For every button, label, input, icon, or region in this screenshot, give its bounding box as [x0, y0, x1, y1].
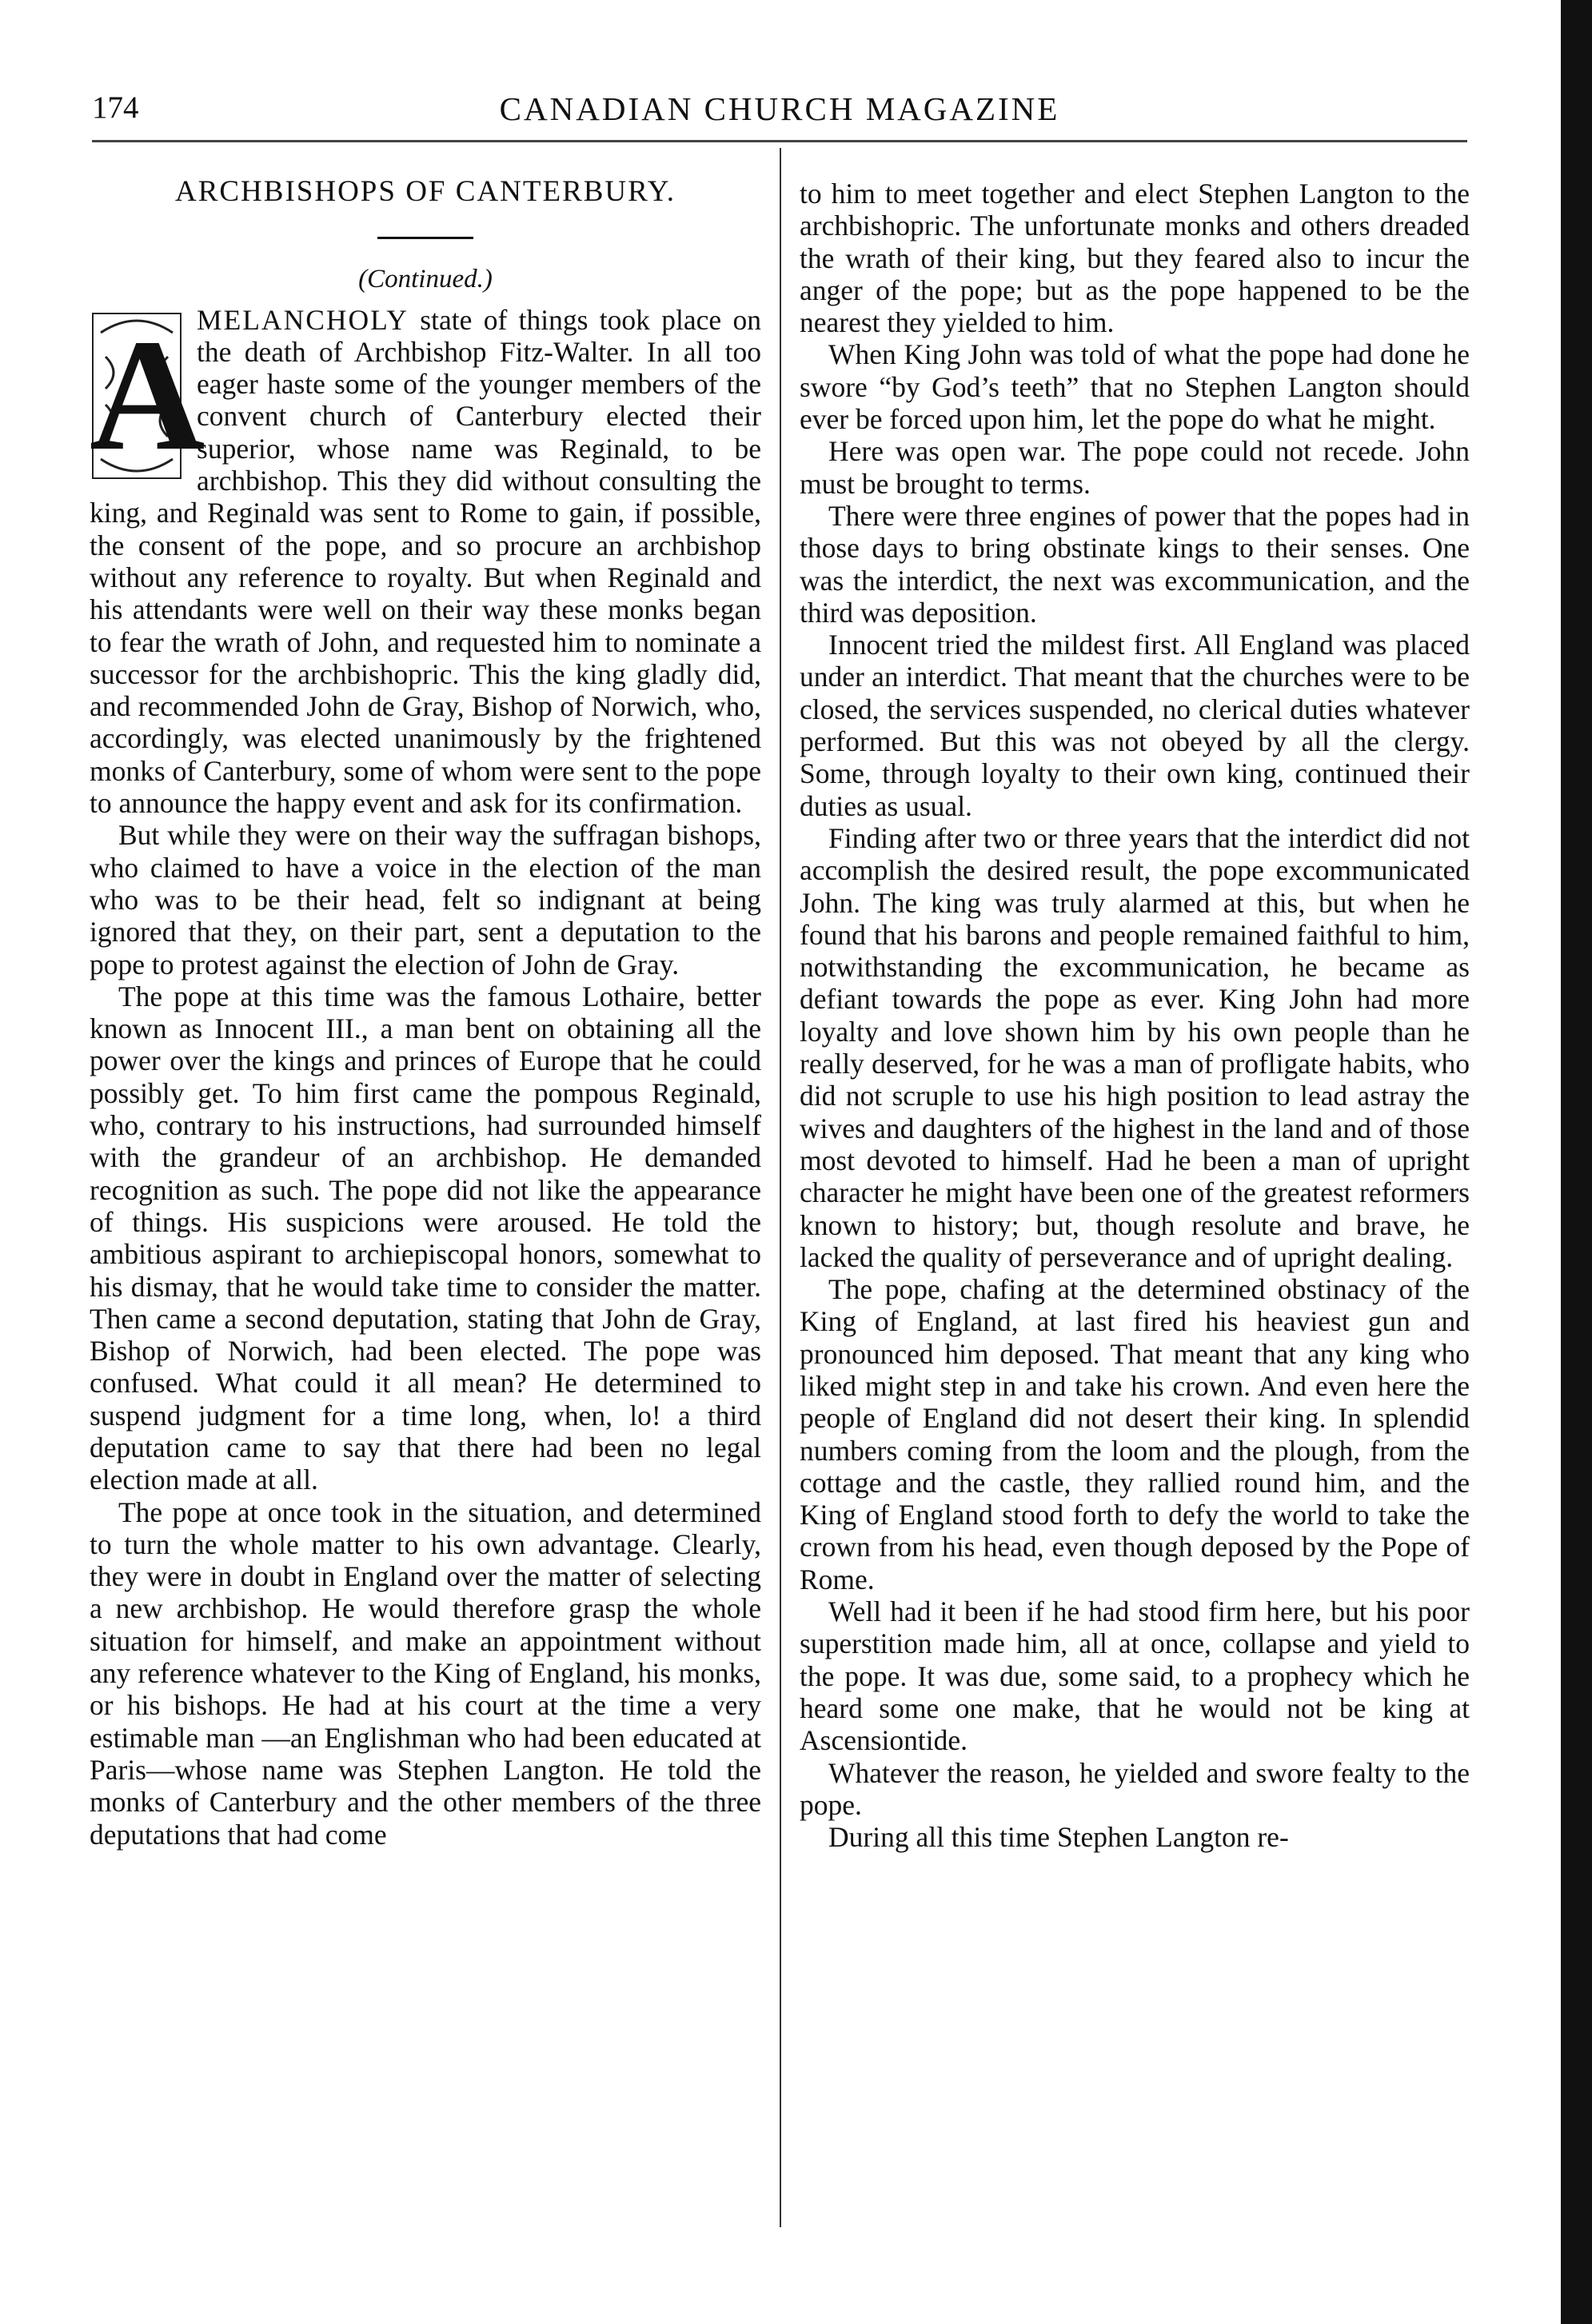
title-rule [377, 237, 473, 239]
page-number: 174 [92, 90, 139, 125]
page-header [92, 90, 1467, 138]
right-paragraph-10: During all this time Stephen Langton re- [828, 1821, 1289, 1854]
right-column [800, 178, 1470, 1853]
opening-word: MELANCHOLY [197, 303, 409, 336]
left-column [90, 168, 761, 1851]
article-title: ARCHBISHOPS OF CANTERBURY. [174, 175, 676, 208]
left-paragraph-3: The pope at once took in the situation, and determined to turn the whole matter to his own advantage. Clearly, they were in doubt in England over the matter of selecting a new archbishop. He would therefore grasp the whole situation for himself, and make an appointment without any reference whatever to the King of England, his monks, or his bishops. He had at his court at the time a very estimable man —an Englishman who had been educated at Paris—whose name was Stephen Langton. He told the monks of Canterbury and the other members of the three deputations that had come [90, 1495, 761, 1851]
opening-paragraph-text: state of things took place on the death of Archbishop Fitz-Walter. In all too eager haste some of the younger members of the convent church of Canterbury elected their superior, whose name was Reginald, to be archbishop. This they did without consulting the king, and Reginald was sent to Rome to gain, if possible, the consent of the pope, and so procure an archbishop without any reference to royalty. But when Reginald and his attendants were well on their way these monks began to fear the wrath of John, and requested him to nominate a successor for the archbishopric. This the king gladly did, and recommended John de Gray, Bishop of Norwich, who, accordingly, was elected unanimously by the frightened monks of Canterbury, some of whom were sent to the pope to announce the happy event and ask for its confirmation. [90, 303, 761, 820]
left-paragraph-1: But while they were on their way the suffragan bishops, who claimed to have a voice in the election of the man who was to be their head, felt so indignant at being ignored that they, on their part, sent a deputation to the pope to protest against the election of John de Gray. [90, 819, 761, 980]
continued-note: (Continued.) [358, 265, 493, 294]
right-paragraph-7: The pope, chafing at the determined obstinacy of the King of England, at last fired his heaviest gun and pronounced him deposed. That meant that any king who liked might step in and take his crown. And even here the people of England did not desert their king. In splendid numbers coming from the loom and the plough, from the cottage and the castle, they rallied round him, and the King of England stood forth to defy the world to take the crown from his head, even though deposed by the Pope of Rome. [800, 1273, 1470, 1595]
column-divider [780, 148, 781, 2227]
right-paragraph-5: Innocent tried the mildest first. All England was placed under an interdict. That meant that the churches were to be closed, the services suspended, no clerical duties whatever performed. But this was not obeyed by all the clergy. Some, through loyalty to their own king, continued their duties as usual. [800, 629, 1470, 822]
header-rule [92, 140, 1467, 142]
right-paragraph-6: Finding after two or three years that the interdict did not accomplish the desired result, the pope excommunicated John. The king was truly alarmed at this, but when he found that his barons and people remained faithful to him, notwithstanding the excommunication, he became as defiant towards the pope as ever. King John had more loyalty and love shown him by his own people than he really deserved, for he was a man of profligate habits, who did not scruple to use his high position to lead astray the wives and daughters of the highest in the land and of those most devoted to himself. Had he been a man of upright character he might have been one of the greatest reformers known to history; but, though resolute and brave, he lacked the quality of perseverance and of upright dealing. [800, 821, 1470, 1273]
running-title: CANADIAN CHURCH MAGAZINE [499, 90, 1060, 127]
right-paragraph-3: Here was open war. The pope could not recede. John must be brought to terms. [800, 435, 1470, 500]
right-paragraph-9: Whatever the reason, he yielded and swore fealty to the pope. [800, 1756, 1470, 1821]
right-paragraph-8: Well had it been if he had stood firm here, but his poor superstition made him, all at once, collapse and yield to the pope. It was due, some said, to a prophecy which he heard some one make, that he would not be king at Ascensiontide. [800, 1595, 1470, 1757]
right-paragraph-2: When King John was told of what the pope had done he swore “by God’s teeth” that no Stephen Langton should ever be forced upon him, let the pope do what he might. [800, 338, 1470, 436]
right-paragraph-4: There were three engines of power that the popes had in those days to bring obstinate kings to their senses. One was the interdict, the next was excommunication, and the third was deposition. [800, 499, 1470, 629]
right-paragraph-1: to him to meet together and elect Stephen Langton to the archbishopric. The unfortunate monks and others dreaded the wrath of their king, but they feared also to incur the anger of the pope; but as the pope happened to be the nearest they yielded to him. [800, 178, 1470, 339]
dropcap-letter: A [90, 306, 205, 484]
left-paragraph-2: The pope at this time was the famous Lothaire, better known as Innocent III., a man bent on obtaining all the power over the kings and princes of Europe that he could possibly get. To him first came the pompous Reginald, who, contrary to his instructions, had surrounded himself with the grandeur of an archbishop. He demanded recognition as such. The pope did not like the appearance of things. His suspicions were aroused. He told the ambitious aspirant to archiepiscopal honors, somewhat to his dismay, that he would take time to consider the matter. Then came a second deputation, stating that John de Gray, Bishop of Norwich, had been elected. The pope was confused. What could it all mean? He determined to suspend judgment for a time long, when, lo! a third deputation came to say that there had been no legal election made at all. [90, 980, 761, 1496]
ornamental-dropcap [90, 306, 205, 484]
opening-paragraph [90, 304, 761, 820]
scan-edge-bar [1561, 0, 1592, 2324]
